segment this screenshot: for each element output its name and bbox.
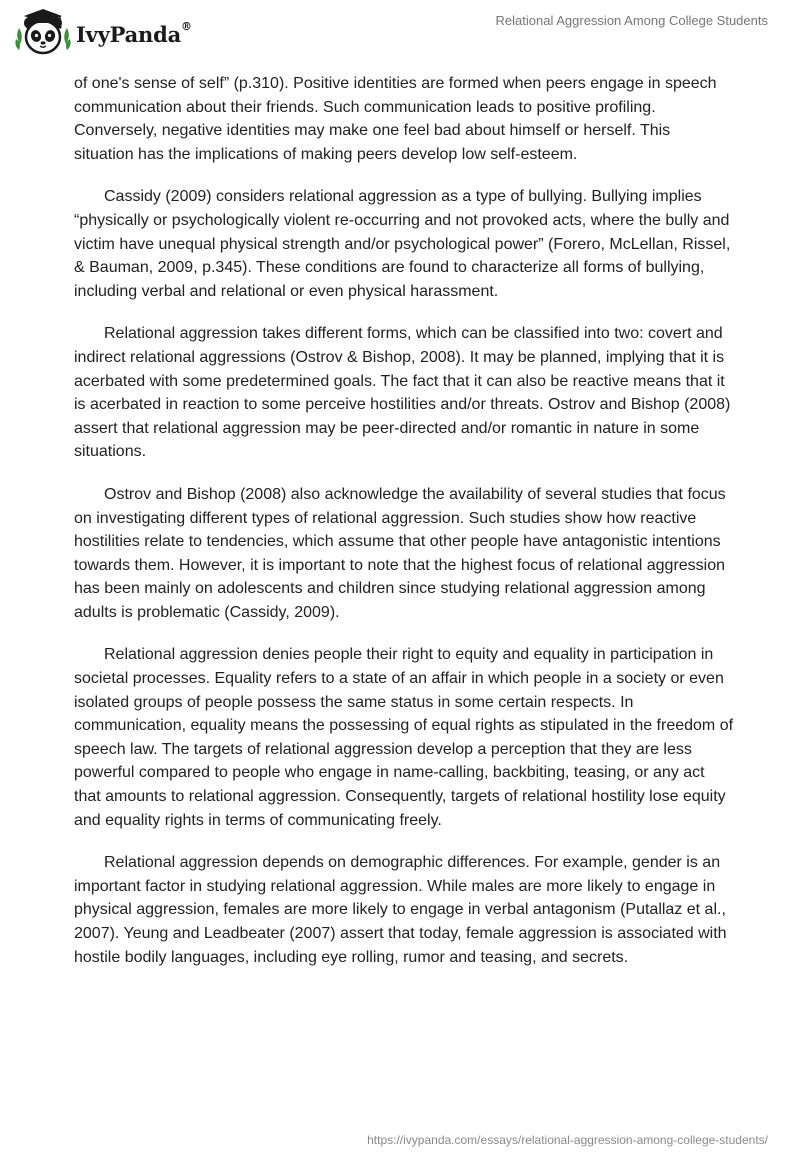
paragraph: Relational aggression depends on demographic differences. For example, gender is an important factor in studying relational aggression. While males are more likely to engage in physical aggression, females are more likely to engage in verbal antagonism (Putallaz et al., 2007). Yeung and Leadbeater (2007) assert that today, female aggression is associated with hostile bodily languages, including eye rolling, rumor and teasing, and secrets. (74, 854, 727, 966)
logo-text: IvyPanda (76, 21, 182, 47)
paragraph: Ostrov and Bishop (2008) also acknowledge the availability of several studies that focus on investigating different types of relational aggression. Such studies show how reactive hostilities relate to tendencies, which assume that other people have antagonistic intentions towards them. However, it is important to note that the highest focus of relational aggression has been mainly on adolescents and children since studying relational aggression among adults is problematic (Cassidy, 2009). (74, 485, 726, 621)
ivypanda-logo[interactable] (14, 6, 192, 58)
paragraph: Relational aggression denies people their right to equity and equality in participation in societal processes. Equality refers to a state of an affair in which people in a society or even isolated groups of people possess the same status in some certain respects. In communication, equality means the possessing of equal rights as stipulated in the freedom of speech law. The targets of relational aggression develop a perception that they are less powerful compared to people who engage in name-calling, backbiting, teasing, or any act that amounts to relational aggression. Consequently, targets of relational hostility lose equity and equality rights in terms of communicating freely. (74, 646, 734, 829)
source-url[interactable]: https://ivypanda.com/essays/relational-aggression-among-college-students/ (367, 1133, 768, 1147)
logo-wordmark (76, 19, 192, 47)
paragraph: Cassidy (2009) considers relational aggression as a type of bullying. Bullying implies “physically or psychologically violent re-occurring and not provoked acts, where the bully and victim have unequal physical strength and/or psychological power” (Forero, McLellan, Rissel, & Bauman, 2009, p.345). These conditions are found to characterize all forms of bullying, including verbal and relational or even physical harassment. (74, 188, 731, 300)
registered-mark: ® (181, 19, 192, 33)
paragraph: Relational aggression takes different forms, which can be classified into two: covert and indirect relational aggressions (Ostrov & Bishop, 2008). It may be planned, implying that it is acerbated with some predetermined goals. The fact that it can also be reactive means that it is acerbated in reaction to some perceive hostilities and/or threats. Ostrov and Bishop (2008) assert that relational aggression may be peer-directed and/or romantic in nature in some situations. (74, 325, 731, 461)
paragraph: of one's sense of self” (p.310). Positive identities are formed when peers engage in speech communication about their friends. Such communication leads to positive profiling. Conversely, negative identities may make one feel bad about himself or herself. This situation has the implications of making peers develop low self-esteem. (74, 75, 717, 163)
essay-body (74, 72, 734, 988)
page-header (0, 0, 800, 70)
panda-graduate-icon (14, 6, 72, 58)
document-title: Relational Aggression Among College Students (495, 13, 768, 28)
